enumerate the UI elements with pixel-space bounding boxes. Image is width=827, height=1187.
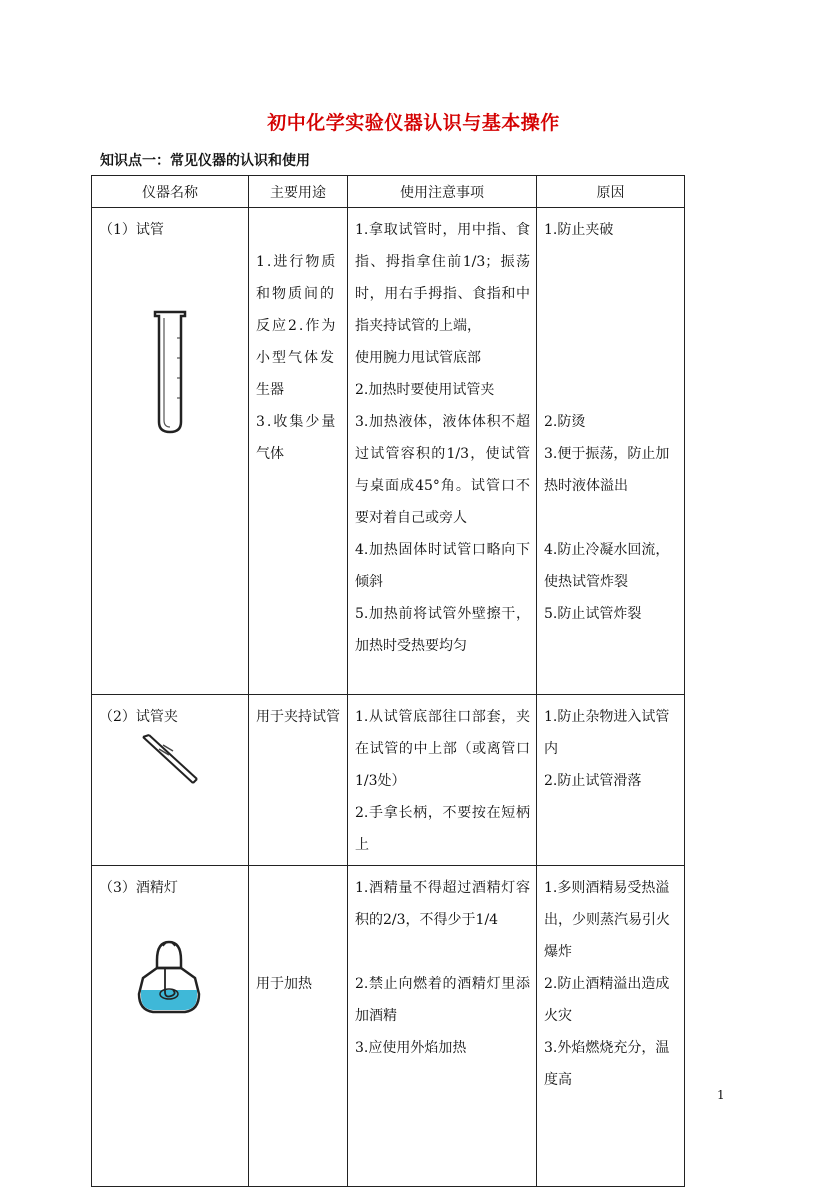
cell-name [92,208,249,695]
cell-name [92,695,249,866]
instrument-name: （1）试管 [99,222,164,238]
header-notes: 使用注意事项 [348,176,537,208]
header-use: 主要用途 [249,176,348,208]
test-tube-icon [99,308,239,448]
instrument-table [91,175,685,1187]
instrument-name: （2）试管夹 [99,709,178,725]
cell-notes: 1.酒精量不得超过酒精灯容积的2/3，不得少于1/4 2.禁止向燃着的酒精灯里添加酒精 3.应使用外焰加热 [348,866,537,1187]
page-number: 1 [717,1088,725,1102]
table-row [92,695,685,866]
section-heading: 知识点一：常见仪器的认识和使用 [100,153,310,169]
test-tube-holder-icon [99,729,239,789]
header-name: 仪器名称 [92,176,249,208]
alcohol-lamp-icon [99,932,239,1032]
cell-notes: 1.从试管底部往口部套，夹在试管的中上部（或离管口1/3处） 2.手拿长柄，不要按在短柄上 [348,695,537,866]
header-reason: 原因 [537,176,685,208]
table-header-row [92,176,685,208]
cell-reason: 1.防止杂物进入试管内 2.防止试管滑落 [537,695,685,866]
cell-use: 用于夹持试管 [249,695,348,866]
cell-use: 1.进行物质 和物质间的 反应2.作为 小型气体发 生器 3.收集少量 气体 [249,208,348,695]
cell-name [92,866,249,1187]
cell-notes: 1.拿取试管时，用中指、食指、拇指拿住前1/3；振荡时，用右手拇指、食指和中指夹持试管的上端， 使用腕力甩试管底部 2.加热时要使用试管夹 3.加热液体，液体体积不超过试管容积的1/3，使试管与桌面成45°角。试管口不要对着自己或旁人 4.加热固体时试管口略向下倾斜 5.加热前将试管外壁擦干，加热时受热要均匀 [348,208,537,695]
table-row [92,866,685,1187]
instrument-name: （3）酒精灯 [99,880,178,896]
cell-reason: 1.多则酒精易受热溢出，少则蒸汽易引火爆炸 2.防止酒精溢出造成火灾 3.外焰燃烧充分，温度高 [537,866,685,1187]
cell-reason: 1.防止夹破 2.防烫 3.便于振荡，防止加热时液体溢出 4.防止冷凝水回流，使热试管炸裂 5.防止试管炸裂 [537,208,685,695]
table-row [92,208,685,695]
page-title: 初中化学实验仪器认识与基本操作 [267,112,560,134]
cell-use: 用于加热 [249,866,348,1187]
